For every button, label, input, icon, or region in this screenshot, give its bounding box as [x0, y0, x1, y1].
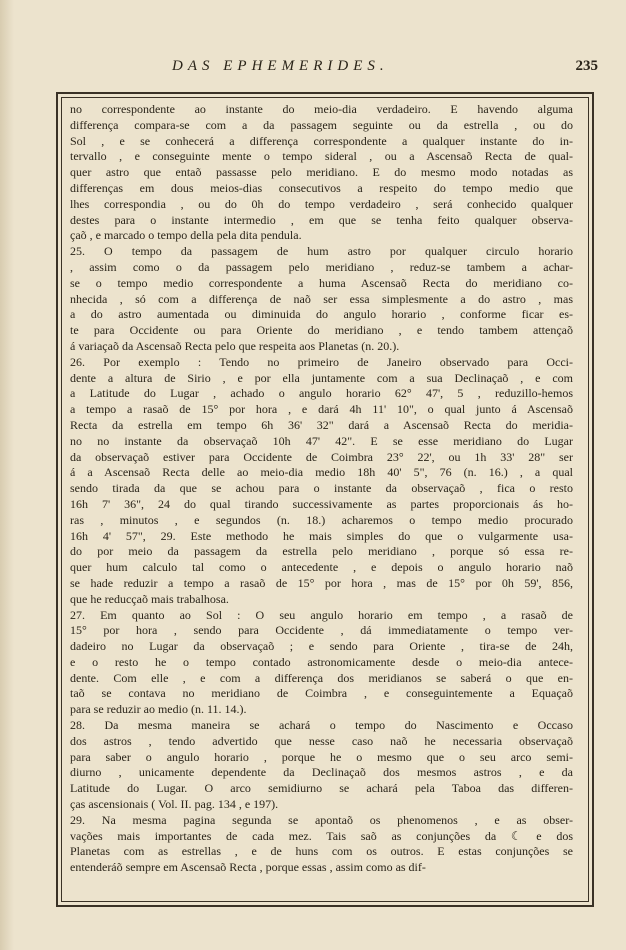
text-line: do por meio da passagem da estrella pelo meridiano , porque só essa re- [70, 544, 573, 559]
text-line: destes para o instante intermedio , em que se tenha feito qualquer observa- [70, 212, 573, 227]
text-line: a Latitude do Lugar , achado o angulo horario 62° 47', 5 , reduzillo-hemos [70, 386, 573, 401]
text-line: ças ascensionais ( Vol. II. pag. 134 , e 197). [70, 797, 279, 812]
text-line: , assim como o da passagem pelo meridiano , reduz-se tambem a achar- [70, 259, 573, 274]
text-line: differença compara-se com a da passagem seguinte ou da estrella , ou do [70, 117, 573, 132]
text-line: no no instante da observaçaõ 10h 47' 42". E se esse meridiano do Lugar [70, 433, 573, 448]
text-line: dente. Com elle , e com a differença dos meridianos se saberá o que en- [70, 670, 573, 685]
running-title: DAS EPHEMERIDES. [172, 58, 389, 74]
text-line: diurno , unicamente dependente da Declinaçaõ dos mesmos astros , e da [70, 765, 573, 780]
text-line: para saber o angulo horario , porque he o mesmo que o seu arco semi- [70, 749, 573, 764]
text-frame [56, 92, 594, 907]
text-line: no correspondente ao instante do meio-dia verdadeiro. E havendo alguma [70, 102, 573, 116]
text-line: 25. O tempo da passagem de hum astro por qualquer circulo horario [70, 244, 573, 259]
text-line: sendo tirada da que se achou para o instante da observaçaõ , fica o resto [70, 481, 573, 496]
text-line: da observaçaõ estiver para Occidente de Coimbra 23° 22', ou 1h 33' 28" ser [70, 449, 573, 464]
text-line: çaõ , e marcado o tempo della pela dita pendula. [70, 228, 302, 243]
text-line: se hade reduzir a tempo a rasaõ de 15° por hora , mas de 15° por 0h 59', 856, [70, 575, 573, 590]
text-line: dente a altura de Sirio , e por ella juntamente com a sua Declinaçaõ , e com [70, 370, 573, 385]
text-line: a tempo a rasaõ de 15° por hora , e dará 4h 11' 10", o qual junto á Ascensaõ [70, 402, 573, 417]
text-line: taõ se contava no meridiano de Coimbra , e conseguintemente a Equaçaõ [70, 686, 573, 701]
body-text [70, 102, 573, 876]
text-line: 27. Em quanto ao Sol : O seu angulo horario em tempo , a rasaõ de [70, 607, 573, 622]
text-line: dadeiro no Lugar da observaçaõ ; e sendo para Oriente , tira-se de 24h, [70, 639, 573, 654]
text-line: á a Ascensaõ Recta delle ao meio-dia medio 18h 40' 5", 76 (n. 16.) , a qual [70, 465, 573, 480]
text-line: para se reduzir ao medio (n. 11. 14.). [70, 702, 247, 717]
text-line: quer astro que entaõ passasse pelo meridiano. E do mesmo modo notadas as [70, 165, 573, 180]
text-line: nhecida , só com a differença de naõ ser essa simplesmente a do astro , mas [70, 291, 573, 306]
text-line: e o resto he o tempo contado astronomicamente desde o meio-dia antece- [70, 654, 573, 669]
text-line: que he reducçaõ mais trabalhosa. [70, 591, 229, 606]
text-line: Recta da estrella em tempo 6h 36' 32" dará a Ascensaõ Recta do meridia- [70, 417, 573, 432]
text-line: Latitude do Lugar. O arco semidiurno se achará pela Taboa das differen- [70, 781, 573, 796]
text-line: 26. Por exemplo : Tendo no primeiro de Janeiro observado para Occi- [70, 354, 573, 369]
text-line: 15° por hora , sendo para Occidente , dá immediatamente o tempo ver- [70, 623, 573, 638]
text-line: 16h 4' 57", 29. Este methodo he mais simples do que o vulgarmente usa- [70, 528, 573, 543]
text-line: 29. Na mesma pagina segunda se apontaõ os phenomenos , e as obser- [70, 812, 573, 827]
text-line: dos astros , tendo advertido que nesse caso naõ he necessaria observaçaõ [70, 733, 573, 748]
text-line: quer hum calculo tal como o antecedente , e depois o angulo horario naõ [70, 560, 573, 575]
text-line: a do astro aumentada ou diminuida do angulo horario , conforme ficar es- [70, 307, 573, 322]
text-line: Planetas com as estrellas , e de huns com os outros. E estas conjunções se [70, 844, 573, 859]
text-line: vações mais importantes de cada mez. Tais saõ as conjunções da ☾ e dos [70, 828, 573, 843]
text-line: ras , minutos , e segundos (n. 18.) acharemos o tempo medio procurado [70, 512, 573, 527]
running-head [0, 58, 626, 80]
text-line: te para Occidente ou para Oriente do meridiano , e tendo tambem attençaõ [70, 323, 573, 338]
text-line: differenças em dous meios-dias consecutivos a respeito do tempo medio que [70, 180, 573, 195]
text-line: se o tempo medio correspondente a huma Ascensaõ Recta do meridiano co- [70, 275, 573, 290]
text-line: á variaçaõ da Ascensaõ Recta pelo que respeita aos Planetas (n. 20.). [70, 338, 400, 353]
text-line: entenderáõ sempre em Ascensaõ Recta , porque essas , assim como as dif- [70, 860, 426, 875]
text-line: Sol , e se conhecerá a differença correspondente a qualquer instante do in- [70, 133, 573, 148]
text-line: lhes correspondia , ou do 0h do tempo verdadeiro , será conhecido qualquer [70, 196, 573, 211]
text-line: 28. Da mesma maneira se achará o tempo do Nascimento e Occaso [70, 718, 573, 733]
text-line: tervallo , e conseguinte mente o tempo sideral , ou a Ascensaõ Recta de qual- [70, 149, 573, 164]
page-number: 235 [575, 58, 598, 74]
text-line: 16h 7' 36", 24 do qual tirando successivamente as partes proporcionais ás ho- [70, 496, 573, 511]
